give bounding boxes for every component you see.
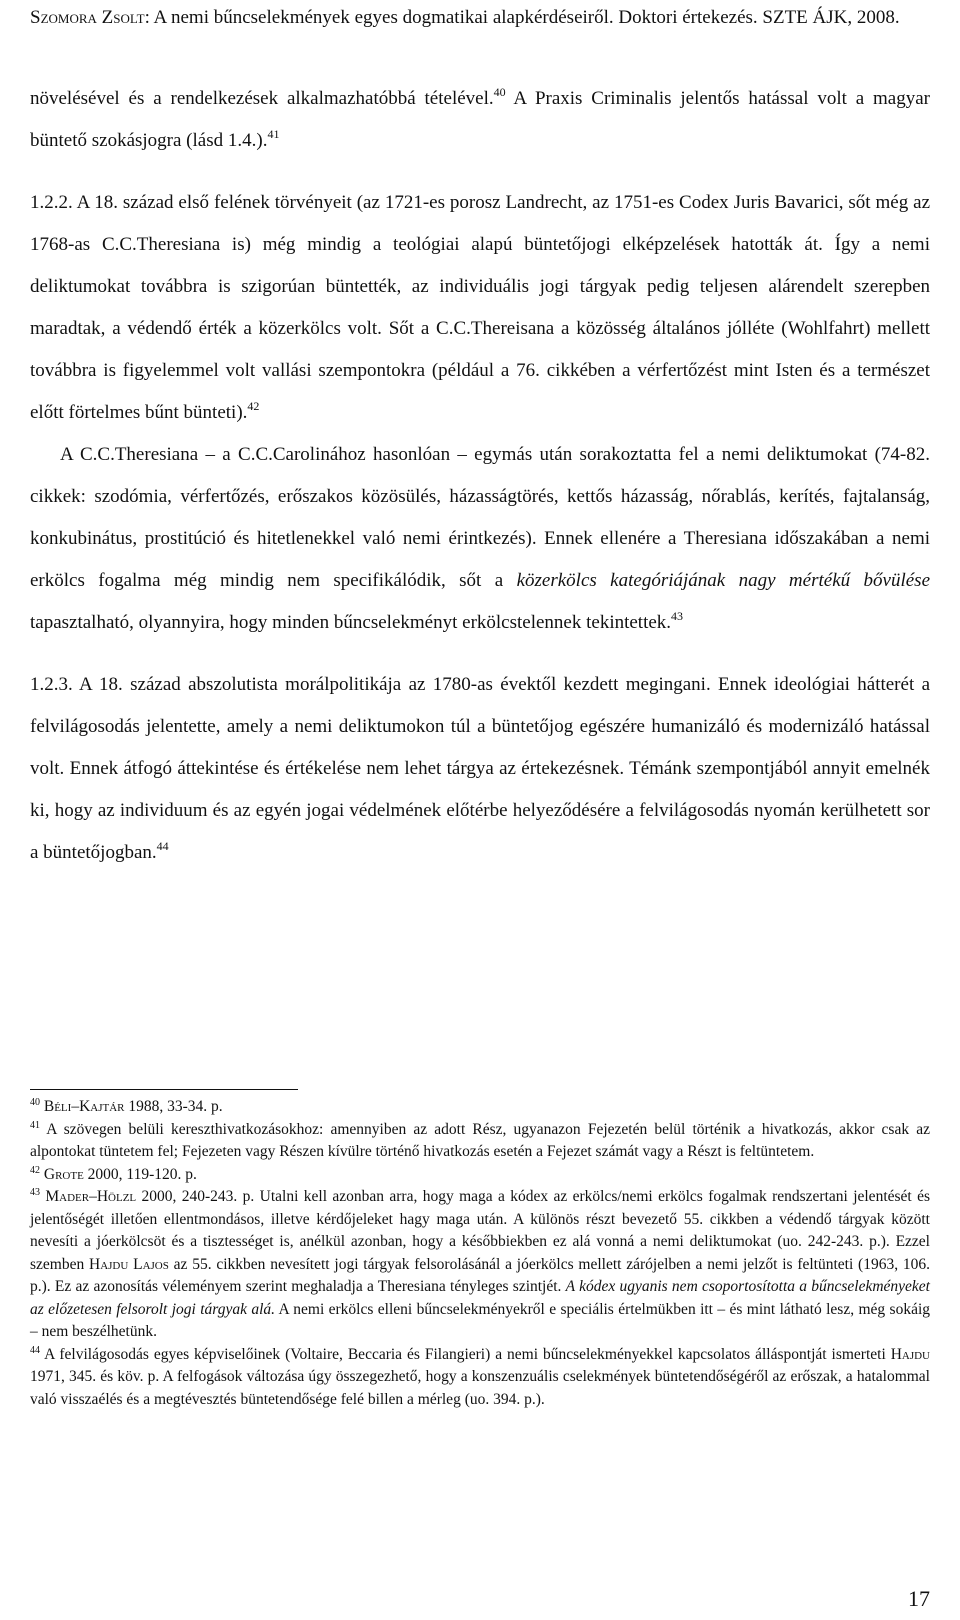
footnote-text-2: 1971, 345. és köv. p. A felfogások változása úgy összegezhető, hogy a konszenzuális cselekmények büntetendőségéről az erőszak, a hatalommal való visszaélés és a megtévesztés büntetendősége felé billen a mérleg (uo. 394. p.). [30, 1368, 930, 1408]
footnote-number: 42 [30, 1164, 40, 1176]
document-page [30, 0, 930, 1620]
p3-italic: közerkölcs kategóriájának nagy mértékű bővülése [516, 570, 930, 591]
footnote-number: 40 [30, 1097, 40, 1108]
footnote-text-1: A felvilágosodás egyes képviselőinek (Voltaire, Beccaria és Filangieri) a nemi bűncselekményekkel kapcsolatos álláspontját ismerteti [40, 1345, 891, 1363]
footnote-44 [30, 1344, 930, 1412]
paragraph-4 [30, 664, 930, 874]
footnote-italic: A kódex ugyanis nem csoportosította a bűncselekményeket az előzetesen felsorolt jogi tárgyak alá. [30, 1278, 930, 1318]
p1-text-2: A Praxis Criminalis jelentős hatással volt a magyar büntető szokásjogra (lásd 1.4.). [30, 88, 930, 151]
running-header [30, 2, 930, 34]
footnote-ref-41[interactable]: 41 [267, 127, 280, 141]
footnote-author: Mader–Hölzl [45, 1188, 137, 1205]
footnote-ref-40[interactable]: 40 [493, 85, 506, 99]
footnote-text: 2000, 119-120. p. [83, 1165, 197, 1183]
p4-text: 1.2.3. A 18. század abszolutista morálpolitikája az 1780-as évektől kezdett megingani. Ennek ideológiai hátterét a felvilágosodás jelentette, amely a nemi deliktumokon túl a büntetőjog egészére humanizáló és modernizáló hatással volt. Ennek átfogó áttekintése és értékelése nem lehet tárgya az értekezésnek. Témánk szempontjából annyit emelnék ki, hogy az individuum és az egyén jogai védelmének előtérbe helyeződésére a felvilágosodás nyomán kerülhetett sor a büntetőjogban. [30, 674, 930, 863]
paragraph-1 [30, 78, 930, 162]
footnote-41 [30, 1119, 930, 1164]
page-number: 17 [908, 1586, 930, 1611]
footnote-43 [30, 1186, 930, 1344]
header-author: Szomora Zsolt [30, 7, 145, 28]
footnote-ref-42[interactable]: 42 [247, 399, 260, 413]
p1-text-1: növelésével és a rendelkezések alkalmazhatóbbá tételével. [30, 88, 494, 109]
footnote-text: 1988, 33-34. p. [124, 1098, 223, 1115]
main-text [30, 78, 930, 874]
footnote-number: 41 [30, 1119, 40, 1131]
footnote-number: 44 [30, 1344, 40, 1356]
footnote-text-2: az 55. cikkben nevesített jogi tárgyak felsorolásánál a jóerkölcs mellett zárójelben a nemi jelzőt is feltünteti (1963, 106. p.). Ez az azonosítás véleményem szerint meghaladja a Theresiana tényleges szintjét. [30, 1255, 931, 1295]
footnote-text: A szövegen belüli kereszthivatkozásokhoz: amennyiben az adott Rész, ugyanazon Fejezetén belül történik a hivatkozás, akkor csak az alpontokat tüntetem fel; Fejezeten vagy Részen kívülre történő hivatkozás esetén a Fejezet számát vagy a Részt is feltüntetem. [30, 1120, 930, 1160]
footnotes [30, 1096, 930, 1411]
footnote-author-2: Hajdu Lajos [89, 1255, 169, 1273]
footnote-author: Hajdu [890, 1345, 930, 1363]
footnote-author: Grote [43, 1165, 84, 1183]
p2-text: 1.2.2. A 18. század első felének törvényeit (az 1721-es porosz Landrecht, az 1751-es Codex Juris Bavarici, sőt még az 1768-as C.C.Theresiana is) még mindig a teológiai alapú büntetőjogi elképzelések hatották át. Így a nemi deliktumokat továbbra is szigorúan büntették, az individuális jogi tárgyak pedig teljesen alárendelt szerepben maradtak, a védendő érték a közerkölcs volt. Sőt a C.C.Thereisana a közösség általános jólléte (Wohlfahrt) mellett továbbra is figyelemmel volt vallási szempontokra (például a 76. cikkében a vérfertőzést mint Isten és a természet előtt förtelmes bűnt bünteti). [30, 192, 930, 423]
footnote-40 [30, 1096, 930, 1119]
footnote-text-1: 2000, 240-243. p. Utalni kell azonban arra, hogy maga a kódex az erkölcs/nemi erkölcs fogalmak rendszertani jelentését és jelentőségét illetően ellentmondásos, illetve kérdőjeleket hagy maga után. A különös részt bevezető 55. cikkben a védendő tárgyak között nevesíti a jóerkölcsöt és a tisztességet is, anélkül azonban, hogy a későbbiekben ez alá vonná a nemi deliktumokat (uo. 242-243. p.). Ezzel szemben [30, 1188, 931, 1273]
footnote-ref-43[interactable]: 43 [671, 609, 684, 623]
paragraph-3 [30, 434, 930, 644]
p3-text-2: tapasztalható, olyannyira, hogy minden bűncselekményt erkölcstelennek tekintettek. [30, 612, 672, 633]
footnote-number: 43 [30, 1187, 40, 1198]
p3-text-1: A C.C.Theresiana – a C.C.Carolinához hasonlóan – egymás után sorakoztatta fel a nemi deliktumokat (74-82. cikkek: szodómia, vérfertőzés, erőszakos közösülés, házasságtörés, kettős házasság, nőrablás, kerítés, fajtalanság, konkubinátus, prostitúció és hitetlenekkel való nemi érintkezés). Ennek ellenére a Theresiana időszakában a nemi erkölcs fogalma még mindig nem specifikálódik, sőt a [30, 444, 930, 591]
header-title: : A nemi bűncselekmények egyes dogmatikai alapkérdéseiről. Doktori értekezés. SZTE ÁJK, 2008. [144, 7, 900, 28]
footnote-author: Béli–Kajtár [43, 1098, 125, 1115]
paragraph-2 [30, 182, 930, 434]
footnote-ref-44[interactable]: 44 [156, 839, 169, 853]
footnote-42 [30, 1164, 930, 1187]
footnote-separator [30, 1089, 298, 1090]
footnote-text-3: A nemi erkölcs elleni bűncselekményekről e speciális értelmükben itt – és mint látható lesz, még sokáig – nem beszélhetünk. [30, 1300, 931, 1340]
